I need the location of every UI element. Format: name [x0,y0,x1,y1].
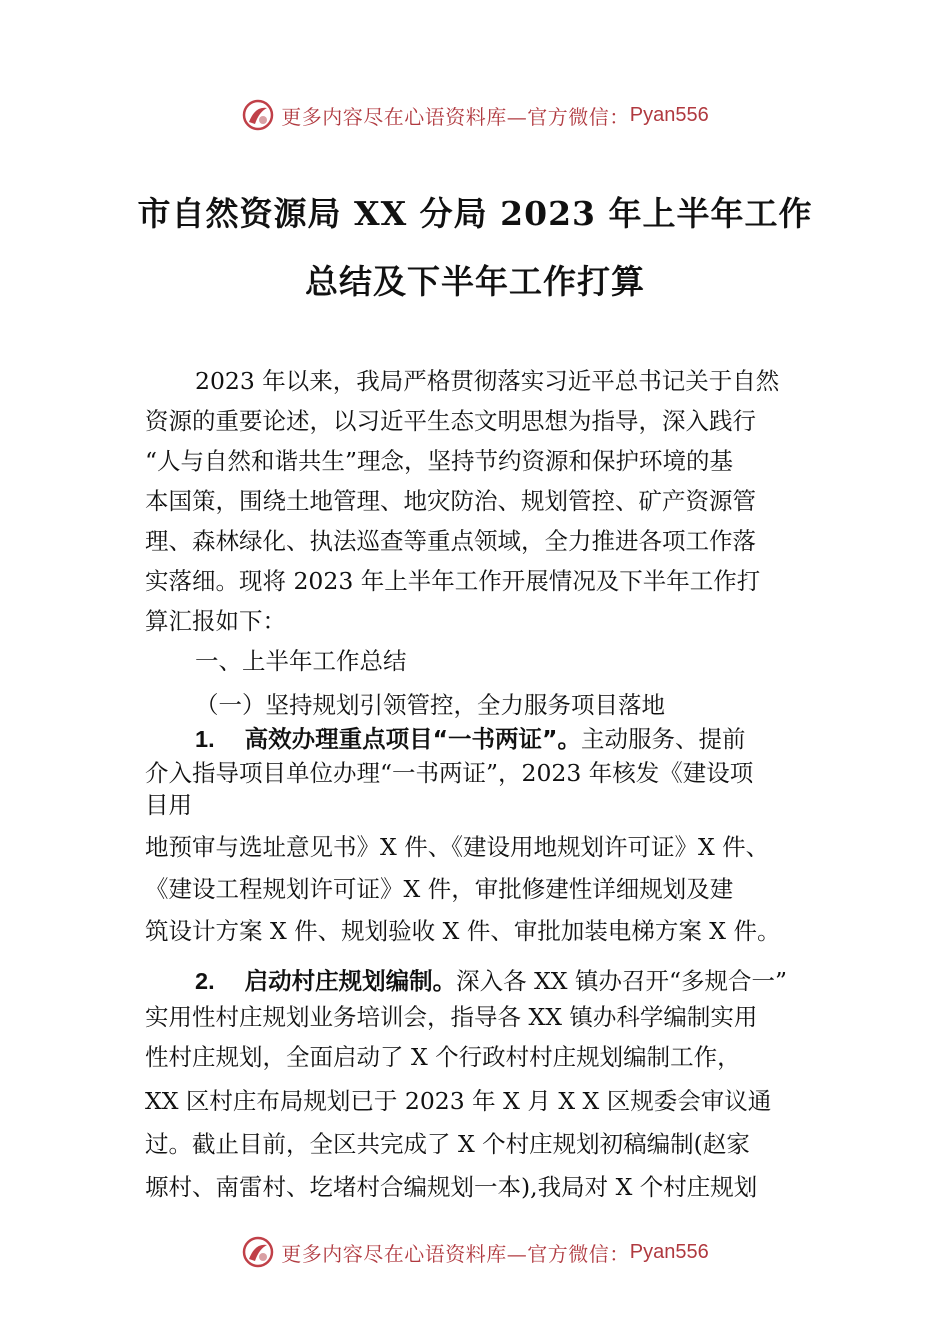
paragraph-line: XX 区村庄布局规划已于 2023 年 X 月 X X 区规委会审议通 [145,1087,772,1115]
paragraph-line: 介入指导项目单位办理“一书两证”，2023 年核发《建设项 [145,759,754,787]
paragraph-line: 过。截止目前，全区共完成了 X 个村庄规划初稿编制(赵家 [145,1130,750,1158]
banner-wechat-id: Pyan556 [629,1240,709,1263]
banner-wechat-id: Pyan556 [629,103,709,126]
item-1-line [195,720,746,754]
item-2-text: 深入各 XX 镇办召开“多规合一” [456,967,788,995]
item-1-text: 主动服务、提前 [581,725,746,753]
logo-icon [241,1235,275,1269]
item-1-number: 1. [195,726,215,752]
paragraph-line: 性村庄规划，全面启动了 X 个行政村村庄规划编制工作， [145,1043,741,1071]
paragraph-line: 塬村、南雷村、圪堵村合编规划一本),我局对 X 个村庄规划 [145,1173,758,1201]
item-1-heading: 高效办理重点项目“一书两证”。 [244,725,581,753]
paragraph-line: 地预审与选址意见书》X 件、《建设用地规划许可证》X 件、 [145,833,770,861]
document-title-line-2: 总结及下半年工作打算 [305,262,645,301]
paragraph-line: 实用性村庄规划业务培训会，指导各 XX 镇办科学编制实用 [145,1003,758,1031]
footer-watermark-banner [0,1232,950,1272]
section-heading: 一、上半年工作总结 [195,647,407,675]
paragraph-line: 实落细。现将 2023 年上半年工作开展情况及下半年工作打 [145,567,761,595]
paragraph-line: “人与自然和谐共生”理念，坚持节约资源和保护环境的基 [145,447,734,475]
paragraph-line: 《建设工程规划许可证》X 件，审批修建性详细规划及建 [145,875,734,903]
banner-text: 更多内容尽在心语资料库—官方微信： [281,104,630,129]
document-title-line-1: 市自然资源局 XX 分局 2023 年上半年工作 [137,194,813,233]
paragraph-line: 算汇报如下： [145,607,286,635]
paragraph-line: 资源的重要论述，以习近平生态文明思想为指导，深入践行 [145,407,756,435]
paragraph-line: 目用 [145,791,192,819]
item-2-heading: 启动村庄规划编制。 [244,967,457,995]
subsection-heading: （一）坚持规划引领管控，全力服务项目落地 [195,691,665,719]
paragraph-line: 筑设计方案 X 件、规划验收 X 件、审批加装电梯方案 X 件。 [145,917,781,945]
item-2-number: 2. [195,968,215,994]
paragraph-line: 理、森林绿化、执法巡查等重点领域，全力推进各项工作落 [145,527,756,555]
item-2-line [195,962,787,996]
header-watermark-banner [0,95,950,135]
paragraph-line: 本国策，围绕土地管理、地灾防治、规划管控、矿产资源管 [145,487,756,515]
banner-text: 更多内容尽在心语资料库—官方微信： [281,1241,630,1266]
paragraph-line: 2023 年以来，我局严格贯彻落实习近平总书记关于自然 [195,367,780,395]
logo-icon [241,98,275,132]
